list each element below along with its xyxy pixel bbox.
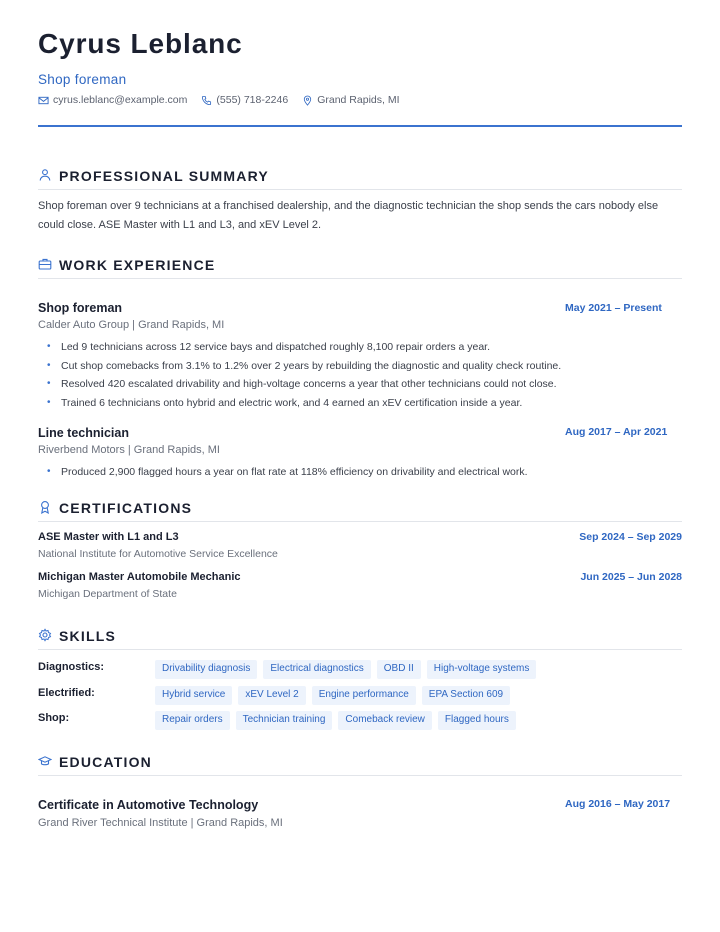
skill-tag: Comeback review	[338, 711, 431, 730]
section-skills-heading	[38, 628, 682, 650]
list-item: • Led 9 technicians across 12 service bays and dispatched roughly 8,100 repair orders a year.	[38, 340, 682, 359]
skill-label: Electrified:	[38, 687, 95, 699]
job-title: Line technician	[38, 426, 129, 440]
job-date: May 2021 – Present	[565, 302, 662, 314]
skill-tag: Flagged hours	[438, 711, 516, 730]
skill-tags	[155, 660, 542, 679]
graduation-cap-icon	[38, 754, 52, 768]
job-bullets	[38, 340, 682, 414]
skill-row	[38, 661, 682, 683]
contact-location	[302, 94, 399, 106]
contact-phone[interactable]	[201, 94, 288, 106]
skill-tag: OBD II	[377, 660, 421, 679]
briefcase-icon	[38, 257, 52, 271]
skill-tag: High-voltage systems	[427, 660, 537, 679]
section-title: WORK EXPERIENCE	[59, 257, 216, 273]
list-item: • Trained 6 technicians onto hybrid and electric work, and 4 earned an xEV certification inside a year.	[38, 396, 682, 415]
skill-tag: Engine performance	[312, 686, 416, 705]
map-pin-icon	[302, 95, 313, 106]
skill-tag: Repair orders	[155, 711, 230, 730]
mail-icon	[38, 95, 49, 106]
section-summary-heading	[38, 168, 682, 190]
list-item: • Resolved 420 escalated drivability and high-voltage concerns a year that other technicians could not close.	[38, 377, 682, 396]
skill-row	[38, 687, 682, 709]
skill-tag: Hybrid service	[155, 686, 232, 705]
skill-label: Diagnostics:	[38, 661, 105, 673]
education-date: Aug 2016 – May 2017	[565, 798, 671, 810]
phone-icon	[201, 95, 212, 106]
section-certifications-heading	[38, 500, 682, 522]
cert-org: Michigan Department of State	[38, 588, 177, 600]
section-title: PROFESSIONAL SUMMARY	[59, 168, 269, 184]
job-title: Shop foreman	[38, 301, 123, 315]
email-text: cyrus.leblanc@example.com	[53, 94, 188, 106]
contact-bar	[38, 94, 414, 106]
job-org: Calder Auto Group | Grand Rapids, MI	[38, 319, 225, 331]
gear-icon	[38, 628, 52, 642]
skill-tag: xEV Level 2	[238, 686, 305, 705]
location-text: Grand Rapids, MI	[317, 94, 400, 106]
cert-date: Jun 2025 – Jun 2028	[580, 571, 682, 583]
list-item: • Cut shop comebacks from 3.1% to 1.2% over 2 years by rebuilding the diagnostic and quality check routine.	[38, 359, 682, 378]
summary-text: Shop foreman over 9 technicians at a franchised dealership, and the diagnostic technician the shop sends the cars nobody else could close. ASE Master with L1 and L3, and xEV Level 2.	[38, 200, 659, 231]
skill-label: Shop:	[38, 712, 70, 724]
education-title: Certificate in Automotive Technology	[38, 798, 259, 812]
skill-tag: Drivability diagnosis	[155, 660, 257, 679]
candidate-role: Shop foreman	[38, 72, 127, 87]
section-education-heading	[38, 754, 682, 776]
skill-tags	[155, 686, 516, 705]
cert-org: National Institute for Automotive Service Excellence	[38, 548, 278, 560]
cert-date: Sep 2024 – Sep 2029	[579, 531, 682, 543]
skill-tag: EPA Section 609	[422, 686, 510, 705]
person-icon	[38, 168, 52, 182]
phone-text: (555) 718-2246	[216, 94, 289, 106]
contact-email[interactable]	[38, 94, 187, 106]
skill-tags	[155, 711, 522, 730]
award-icon	[38, 500, 52, 514]
section-title: CERTIFICATIONS	[59, 500, 193, 516]
candidate-name: Cyrus Leblanc	[38, 28, 243, 59]
skill-tag: Electrical diagnostics	[263, 660, 370, 679]
education-org: Grand River Technical Institute | Grand Rapids, MI	[38, 817, 283, 829]
section-title: SKILLS	[59, 628, 116, 644]
section-experience-heading	[38, 257, 682, 279]
header-divider	[38, 125, 682, 127]
job-org: Riverbend Motors | Grand Rapids, MI	[38, 444, 220, 456]
list-item: • Produced 2,900 flagged hours a year on flat rate at 118% efficiency on drivability and electrical work.	[38, 465, 682, 484]
job-bullets	[38, 465, 682, 484]
section-title: EDUCATION	[59, 754, 152, 770]
skill-tag: Technician training	[236, 711, 333, 730]
job-date: Aug 2017 – Apr 2021	[565, 426, 668, 438]
cert-name: Michigan Master Automobile Mechanic	[38, 571, 241, 583]
skill-row	[38, 712, 682, 734]
cert-name: ASE Master with L1 and L3	[38, 531, 179, 543]
